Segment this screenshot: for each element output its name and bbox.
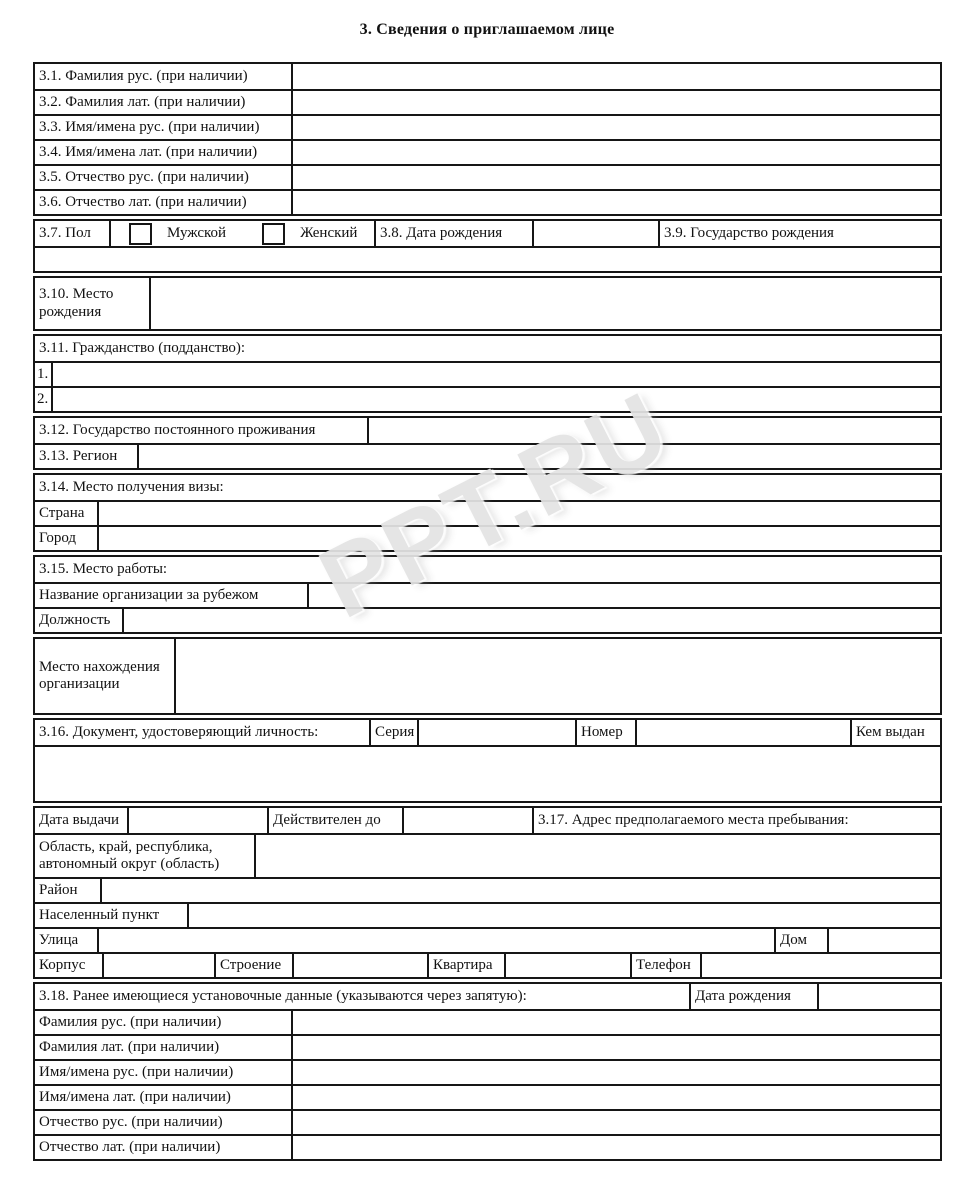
section-work-place: [33, 555, 942, 634]
apartment-label: Квартира: [427, 954, 504, 977]
row-issued-by-input: [35, 745, 940, 801]
org-name-input[interactable]: [307, 584, 940, 607]
citizenship-2-input[interactable]: [51, 388, 940, 411]
org-location-input[interactable]: [174, 639, 940, 713]
row-district: [35, 877, 940, 902]
visa-city-label: Город: [39, 529, 77, 546]
region-area-input[interactable]: [254, 835, 940, 877]
row-prev-name-rus: [35, 1059, 940, 1084]
structure-input[interactable]: [292, 954, 427, 977]
page-title: 3. Сведения о приглашаемом лице: [359, 21, 615, 38]
row-3-12: [35, 418, 940, 443]
row-doc-dates: [35, 808, 940, 833]
section-names: [33, 62, 942, 216]
section-birth-place: [33, 276, 942, 331]
prev-surname-rus-label: Фамилия рус. (при наличии): [39, 1013, 222, 1030]
prev-surname-lat-label: Фамилия лат. (при наличии): [39, 1038, 220, 1055]
field-3-13-label: 3.13. Регион: [39, 447, 118, 464]
prev-surname-lat-input[interactable]: [291, 1036, 940, 1059]
row-prev-name-lat: [35, 1084, 940, 1109]
row-3-1: [35, 64, 940, 89]
field-3-16-label: 3.16. Документ, удостоверяющий личность:: [39, 723, 319, 740]
field-3-1-input[interactable]: [291, 64, 940, 89]
section-sex-birth: [33, 219, 942, 273]
row-prev-surname-lat: [35, 1034, 940, 1059]
row-prev-surname-rus: [35, 1009, 940, 1034]
row-org-location: [35, 639, 940, 713]
row-region-area: [35, 833, 940, 877]
structure-label: Строение: [214, 954, 292, 977]
section-citizenship: [33, 334, 942, 413]
position-label: Должность: [39, 611, 111, 628]
visa-country-input[interactable]: [97, 502, 940, 525]
region-area-label: Область, край, республика, автономный округ (область): [39, 838, 220, 872]
section-dates-address: [33, 806, 942, 979]
citizenship-1-number: 1.: [37, 365, 49, 382]
row-3-2: [35, 89, 940, 114]
row-position: [35, 607, 940, 632]
field-3-3-label: 3.3. Имя/имена рус. (при наличии): [39, 118, 260, 135]
field-3-12-label: 3.12. Государство постоянного проживания: [39, 421, 316, 438]
building-label: Корпус: [39, 956, 86, 973]
prev-name-rus-label: Имя/имена рус. (при наличии): [39, 1063, 234, 1080]
field-3-2-label: 3.2. Фамилия лат. (при наличии): [39, 93, 246, 110]
section-org-location: [33, 637, 942, 715]
field-3-11-label: 3.11. Гражданство (подданство):: [39, 339, 246, 356]
building-input[interactable]: [102, 954, 214, 977]
district-input[interactable]: [100, 879, 940, 902]
street-input[interactable]: [97, 929, 774, 952]
row-prev-patronymic-lat: [35, 1134, 940, 1159]
male-label: Мужской: [167, 224, 227, 241]
settlement-input[interactable]: [187, 904, 940, 927]
field-3-12-input[interactable]: [367, 418, 940, 443]
issue-date-label: Дата выдачи: [39, 811, 120, 828]
house-input[interactable]: [827, 929, 940, 952]
row-3-14-header: [35, 475, 940, 500]
row-3-10: [35, 278, 940, 329]
row-3-3: [35, 114, 940, 139]
citizenship-1-input[interactable]: [51, 363, 940, 386]
row-3-9-input: [35, 246, 940, 271]
phone-input[interactable]: [700, 954, 940, 977]
male-checkbox[interactable]: [129, 223, 152, 245]
prev-name-rus-input[interactable]: [291, 1061, 940, 1084]
district-label: Район: [39, 881, 78, 898]
section-previous-data: [33, 982, 942, 1161]
citizenship-2-number: 2.: [37, 390, 49, 407]
row-citizenship-1: [35, 361, 940, 386]
apartment-input[interactable]: [504, 954, 630, 977]
prev-patronymic-rus-label: Отчество рус. (при наличии): [39, 1113, 223, 1130]
issue-date-input[interactable]: [127, 808, 267, 833]
field-3-4-label: 3.4. Имя/имена лат. (при наличии): [39, 143, 258, 160]
prev-patronymic-rus-input[interactable]: [291, 1111, 940, 1134]
street-label: Улица: [39, 931, 79, 948]
field-3-10-input[interactable]: [149, 278, 940, 329]
field-3-17-label: 3.17. Адрес предполагаемого места пребывания:: [532, 808, 940, 833]
field-3-13-input[interactable]: [137, 445, 940, 468]
doc-number-label: Номер: [575, 720, 635, 745]
house-label: Дом: [774, 929, 827, 952]
doc-issued-by-input[interactable]: [35, 747, 940, 801]
section-visa-place: [33, 473, 942, 552]
row-visa-country: [35, 500, 940, 525]
field-3-5-input[interactable]: [291, 166, 940, 189]
row-3-4: [35, 139, 940, 164]
row-3-5: [35, 164, 940, 189]
ppt-ru-watermark: PPT.RU: [302, 370, 687, 640]
doc-issued-by-label: Кем выдан: [850, 720, 940, 745]
section-identity-document: [33, 718, 942, 803]
row-street-house: [35, 927, 940, 952]
prev-birth-date-input[interactable]: [817, 984, 940, 1009]
field-3-6-input[interactable]: [291, 191, 940, 214]
row-org-name: [35, 582, 940, 607]
row-visa-city: [35, 525, 940, 550]
field-3-1-label: 3.1. Фамилия рус. (при наличии): [39, 67, 248, 84]
row-building-phone: [35, 952, 940, 977]
row-prev-patronymic-rus: [35, 1109, 940, 1134]
row-3-7: [35, 221, 940, 246]
doc-series-label: Серия: [369, 720, 417, 745]
settlement-label: Населенный пункт: [39, 906, 160, 923]
doc-number-input[interactable]: [635, 720, 850, 745]
prev-name-lat-input[interactable]: [291, 1086, 940, 1109]
row-3-11-header: [35, 336, 940, 361]
prev-name-lat-label: Имя/имена лат. (при наличии): [39, 1088, 231, 1105]
field-3-15-label: 3.15. Место работы:: [39, 560, 168, 577]
field-3-10-label: 3.10. Место рождения: [39, 286, 114, 320]
field-3-14-label: 3.14. Место получения визы:: [39, 478, 224, 495]
doc-series-input[interactable]: [417, 720, 575, 745]
visa-city-input[interactable]: [97, 527, 940, 550]
valid-until-input[interactable]: [402, 808, 532, 833]
row-3-6: [35, 189, 940, 214]
field-3-9-input[interactable]: [35, 248, 940, 271]
field-3-18-label: 3.18. Ранее имеющиеся установочные данные (указываются через запятую):: [39, 987, 527, 1004]
valid-until-label: Действителен до: [267, 808, 402, 833]
field-3-7-label: 3.7. Пол: [39, 224, 91, 241]
visa-country-label: Страна: [39, 504, 85, 521]
field-3-4-input[interactable]: [291, 141, 940, 164]
row-3-15-header: [35, 557, 940, 582]
gender-options-cell: [109, 221, 374, 246]
field-3-5-label: 3.5. Отчество рус. (при наличии): [39, 168, 249, 185]
row-settlement: [35, 902, 940, 927]
field-3-8-label: 3.8. Дата рождения: [374, 221, 532, 246]
field-3-9-label: 3.9. Государство рождения: [658, 221, 940, 246]
field-3-3-input[interactable]: [291, 116, 940, 139]
phone-label: Телефон: [630, 954, 700, 977]
prev-surname-rus-input[interactable]: [291, 1011, 940, 1034]
field-3-2-input[interactable]: [291, 91, 940, 114]
row-3-13: [35, 443, 940, 468]
field-3-8-input[interactable]: [532, 221, 658, 246]
prev-patronymic-lat-input[interactable]: [291, 1136, 940, 1159]
row-3-16: [35, 720, 940, 745]
org-name-label: Название организации за рубежом: [39, 586, 259, 603]
prev-birth-date-label: Дата рождения: [689, 984, 817, 1009]
row-3-18-header: [35, 984, 940, 1009]
invited-person-form: [33, 62, 942, 1164]
org-location-label: Место нахождения организации: [39, 658, 160, 692]
female-label: Женский: [300, 224, 358, 241]
section-residence: [33, 416, 942, 470]
field-3-6-label: 3.6. Отчество лат. (при наличии): [39, 193, 247, 210]
prev-patronymic-lat-label: Отчество лат. (при наличии): [39, 1138, 221, 1155]
row-citizenship-2: [35, 386, 940, 411]
position-input[interactable]: [122, 609, 940, 632]
female-checkbox[interactable]: [262, 223, 285, 245]
